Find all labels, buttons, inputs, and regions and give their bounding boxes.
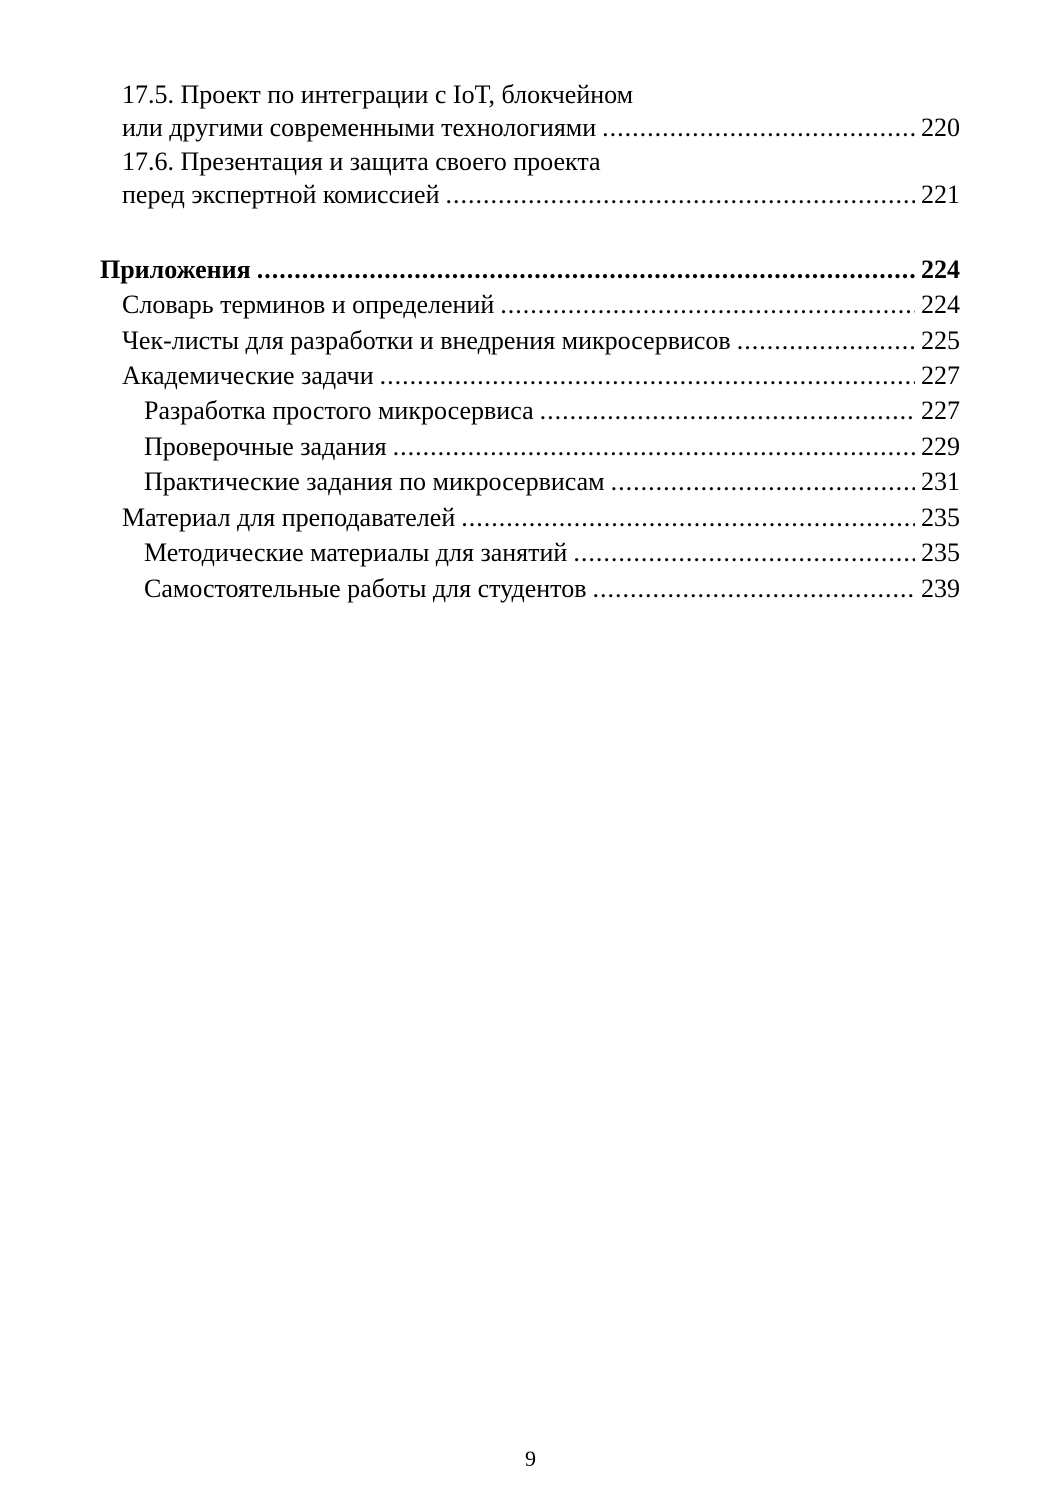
dot-leader [592, 574, 915, 604]
toc-entry-page: 224 [921, 255, 960, 284]
page-number: 9 [525, 1446, 536, 1471]
toc-entry-glossary[interactable] [122, 290, 960, 320]
toc-entry-title: Практические задания по микросервисам [144, 467, 605, 496]
toc-entry-17-5-line1: 17.5. Проект по интеграции с IoT, блокчейном [122, 80, 634, 109]
toc-entry-page: 235 [921, 503, 960, 532]
toc-entry-checklists[interactable] [122, 326, 960, 356]
toc-entry-page: 227 [921, 396, 960, 425]
toc-entry-17-6[interactable] [122, 180, 960, 210]
toc-entry-academic-tasks[interactable] [122, 361, 960, 391]
dot-leader [500, 290, 915, 320]
toc-entry-review-tasks[interactable] [144, 432, 960, 462]
toc-entry-practical-tasks[interactable] [144, 467, 960, 497]
toc-entry-title: Словарь терминов и определений [122, 290, 495, 319]
dot-leader [380, 361, 915, 391]
toc-entry-page: 231 [921, 467, 960, 496]
dot-leader [611, 467, 915, 497]
toc-section-appendices[interactable] [100, 255, 960, 285]
dot-leader [393, 432, 915, 462]
toc-entry-page: 229 [921, 432, 960, 461]
toc-entry-title: Разработка простого микросервиса [144, 396, 534, 425]
toc-entry-page: 225 [921, 326, 960, 355]
dot-leader [602, 113, 915, 143]
toc-entry-title: или другими современными технологиями [122, 113, 597, 142]
toc-entry-independent-work[interactable] [144, 574, 960, 604]
toc-entry-page: 220 [921, 113, 960, 142]
toc-entry-title: Академические задачи [122, 361, 374, 390]
toc-entry-title: Чек-листы для разработки и внедрения микросервисов [122, 326, 731, 355]
toc-entry-simple-microservice[interactable] [144, 396, 960, 426]
toc-entry-title: Самостоятельные работы для студентов [144, 574, 587, 603]
dot-leader [573, 538, 915, 568]
toc-entry-page: 221 [921, 180, 960, 209]
toc-entry-title: перед экспертной комиссией [122, 180, 440, 209]
dot-leader [257, 255, 915, 285]
toc-entry-17-5[interactable] [122, 113, 960, 143]
dot-leader [446, 180, 916, 210]
toc-entry-page: 239 [921, 574, 960, 603]
toc-entry-title: Проверочные задания [144, 432, 387, 461]
toc-entry-title: Материал для преподавателей [122, 503, 456, 532]
toc-entry-page: 227 [921, 361, 960, 390]
toc-entry-title: Приложения [100, 255, 251, 284]
toc-entry-methodical-materials[interactable] [144, 538, 960, 568]
dot-leader [461, 503, 915, 533]
toc-entry-title: Методические материалы для занятий [144, 538, 568, 567]
toc-entry-page: 224 [921, 290, 960, 319]
dot-leader [540, 396, 915, 426]
toc-entry-17-6-line1: 17.6. Презентация и защита своего проекта [122, 147, 601, 176]
toc-entry-teacher-material[interactable] [122, 503, 960, 533]
dot-leader [737, 326, 915, 356]
toc-entry-page: 235 [921, 538, 960, 567]
